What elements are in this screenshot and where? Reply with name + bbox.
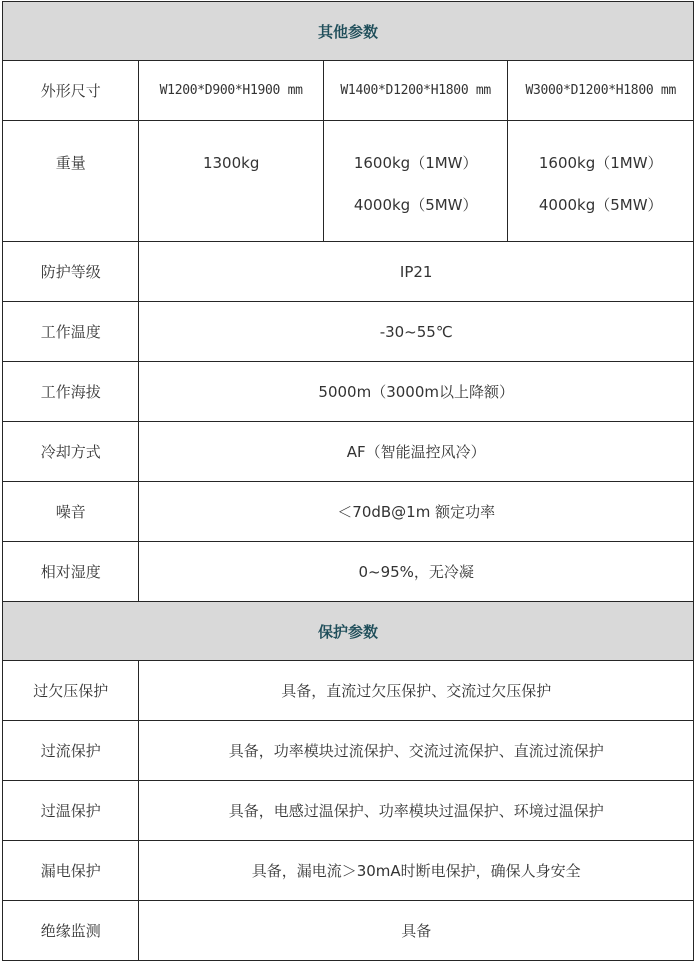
- table-row: [3, 422, 694, 482]
- row-label-voltage-protection: 过欠压保护: [3, 661, 139, 721]
- table-row: [3, 781, 694, 841]
- table-row: [3, 901, 694, 961]
- section-title-protection: 保护参数: [3, 602, 694, 661]
- section-title-other: 其他参数: [3, 2, 694, 61]
- row-label-altitude: 工作海拔: [3, 362, 139, 422]
- dimension-value: W1400*D1200*H1800 mm: [323, 61, 508, 121]
- table-row: [3, 362, 694, 422]
- weight-value: 1300kg: [139, 121, 324, 242]
- row-label-current-protection: 过流保护: [3, 721, 139, 781]
- row-label-weight: 重量: [3, 121, 139, 242]
- table-row: [3, 302, 694, 362]
- noise-value: ＜70dB@1m 额定功率: [139, 482, 694, 542]
- table-row: [3, 721, 694, 781]
- weight-value-cell: [323, 121, 508, 242]
- insulation-monitoring-value: 具备: [139, 901, 694, 961]
- temperature-protection-value: 具备，电感过温保护、功率模块过温保护、环境过温保护: [139, 781, 694, 841]
- row-label-cooling: 冷却方式: [3, 422, 139, 482]
- humidity-value: 0~95%，无冷凝: [139, 542, 694, 602]
- table-row: [3, 121, 694, 242]
- weight-value: 4000kg（5MW）: [353, 196, 478, 214]
- row-label-insulation-monitoring: 绝缘监测: [3, 901, 139, 961]
- row-label-dimensions: 外形尺寸: [3, 61, 139, 121]
- weight-value: 1600kg（1MW）: [353, 154, 478, 172]
- row-label-leakage-protection: 漏电保护: [3, 841, 139, 901]
- dimension-value: W3000*D1200*H1800 mm: [508, 61, 694, 121]
- spec-table: [2, 1, 694, 961]
- weight-value-cell: [508, 121, 694, 242]
- dimension-value: W1200*D900*H1900 mm: [139, 61, 324, 121]
- table-row: [3, 482, 694, 542]
- row-label-noise: 噪音: [3, 482, 139, 542]
- voltage-protection-value: 具备，直流过欠压保护、交流过欠压保护: [139, 661, 694, 721]
- cooling-value: AF（智能温控风冷）: [139, 422, 694, 482]
- row-label-temperature: 工作温度: [3, 302, 139, 362]
- table-row: [3, 841, 694, 901]
- table-row: [3, 661, 694, 721]
- leakage-protection-value: 具备，漏电流＞30mA时断电保护，确保人身安全: [139, 841, 694, 901]
- section-header-row: [3, 602, 694, 661]
- table-row: [3, 242, 694, 302]
- weight-value: 4000kg（5MW）: [538, 196, 663, 214]
- ip-value: IP21: [139, 242, 694, 302]
- weight-value: 1600kg（1MW）: [538, 154, 663, 172]
- temperature-value: -30~55℃: [139, 302, 694, 362]
- current-protection-value: 具备，功率模块过流保护、交流过流保护、直流过流保护: [139, 721, 694, 781]
- section-header-row: [3, 2, 694, 61]
- altitude-value: 5000m（3000m以上降额）: [139, 362, 694, 422]
- table-row: [3, 542, 694, 602]
- row-label-ip: 防护等级: [3, 242, 139, 302]
- row-label-temperature-protection: 过温保护: [3, 781, 139, 841]
- table-row: [3, 61, 694, 121]
- row-label-humidity: 相对湿度: [3, 542, 139, 602]
